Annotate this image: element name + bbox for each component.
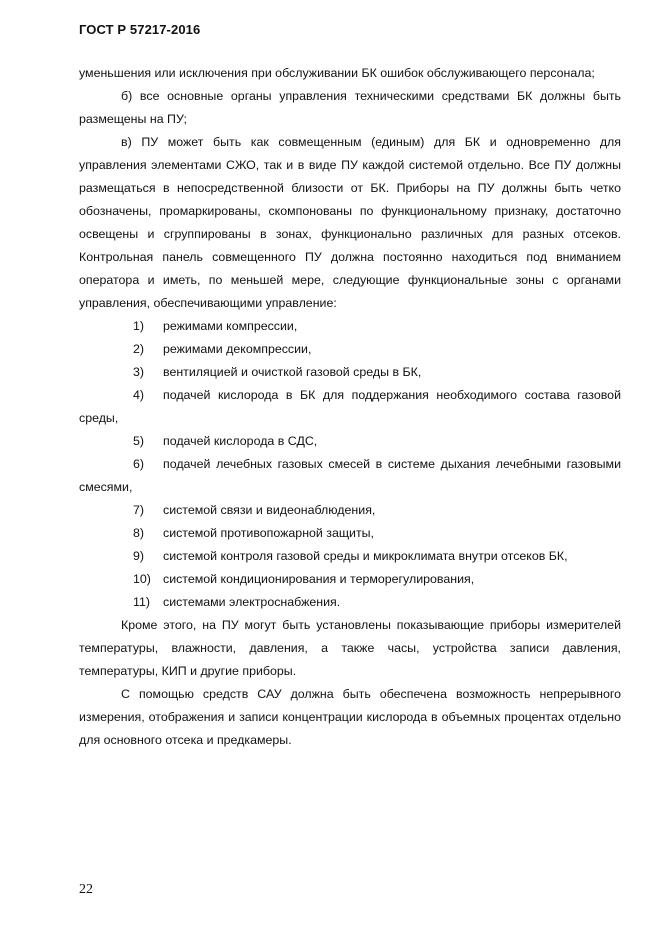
list-item [79,591,621,614]
list-item [79,361,621,384]
paragraph-v: в) ПУ может быть как совмещенным (единым) для БК и одновременно для управления элементами СЖО, так и в виде ПУ каждой системой отдельно. Все ПУ должны размещаться в непосредственной близости от БК. Приборы на ПУ должны быть четко обозначены, промаркированы, скомпонованы по функциональному признаку, достаточно освещены и сгруппированы в зонах, функционально различных для разных отсеков. Контрольная панель совмещенного ПУ должна постоянно находиться под вниманием оператора и иметь, по меньшей мере, следующие функциональные зоны с органами управления, обеспечивающими управление: [79,135,621,310]
list-item [79,453,621,499]
page-number: 22 [79,882,93,897]
paragraph-b: б) все основные органы управления техническими средствами БК должны быть размещены на ПУ; [79,89,621,126]
list-item-number: 10) [133,572,151,586]
list-item [79,522,621,545]
list-item-text: режимами декомпрессии, [163,342,312,356]
paragraph-oxygen-measurement: С помощью средств САУ должна быть обеспечена возможность непрерывного измерения, отображения и записи концентрации кислорода в объемных процентах отдельно для основного отсека и предкамеры. [79,687,621,747]
paragraph-instruments: Кроме этого, на ПУ могут быть установлены показывающие приборы измерителей температуры, влажности, давления, а также часы, устройства записи давления, температуры, КИП и другие приборы. [79,618,621,678]
list-item-number: 11) [133,595,150,609]
list-item-text: системой противопожарной защиты, [163,526,375,540]
list-item-number: 6) [133,457,145,471]
list-item [79,315,621,338]
list-item-text: подачей кислорода в БК для поддержания необходимого состава газовой среды, [79,388,621,425]
list-item-number: 8) [133,526,145,540]
list-item-number: 9) [133,549,145,563]
list-item [79,384,621,430]
list-item-text: подачей кислорода в СДС, [163,434,318,448]
list-item-text: системой кондиционирования и терморегулирования, [163,572,475,586]
list-item-text: системой контроля газовой среды и микроклимата внутри отсеков БК, [163,549,568,563]
list-item-number: 5) [133,434,145,448]
list-item-text: системой связи и видеонаблюдения, [163,503,376,517]
list-item-number: 7) [133,503,145,517]
list-item [79,545,621,568]
document-header: ГОСТ Р 57217-2016 [79,22,201,37]
function-zones-list [79,315,621,614]
list-item-text: подачей лечебных газовых смесей в системе дыхания лечебными газовыми смесями, [79,457,621,494]
list-item-number: 1) [133,319,145,333]
list-item-text: режимами компрессии, [163,319,298,333]
paragraph-continuation: уменьшения или исключения при обслуживании БК ошибок обслуживающего персонала; [79,66,595,80]
list-item [79,338,621,361]
list-item [79,430,621,453]
list-item [79,499,621,522]
list-item-number: 2) [133,342,145,356]
list-item-number: 3) [133,365,145,379]
list-item-text: системами электроснабжения. [163,595,341,609]
list-item-text: вентиляцией и очисткой газовой среды в БК, [163,365,422,379]
list-item [79,568,621,591]
document-body [79,62,621,752]
list-item-number: 4) [133,388,145,402]
